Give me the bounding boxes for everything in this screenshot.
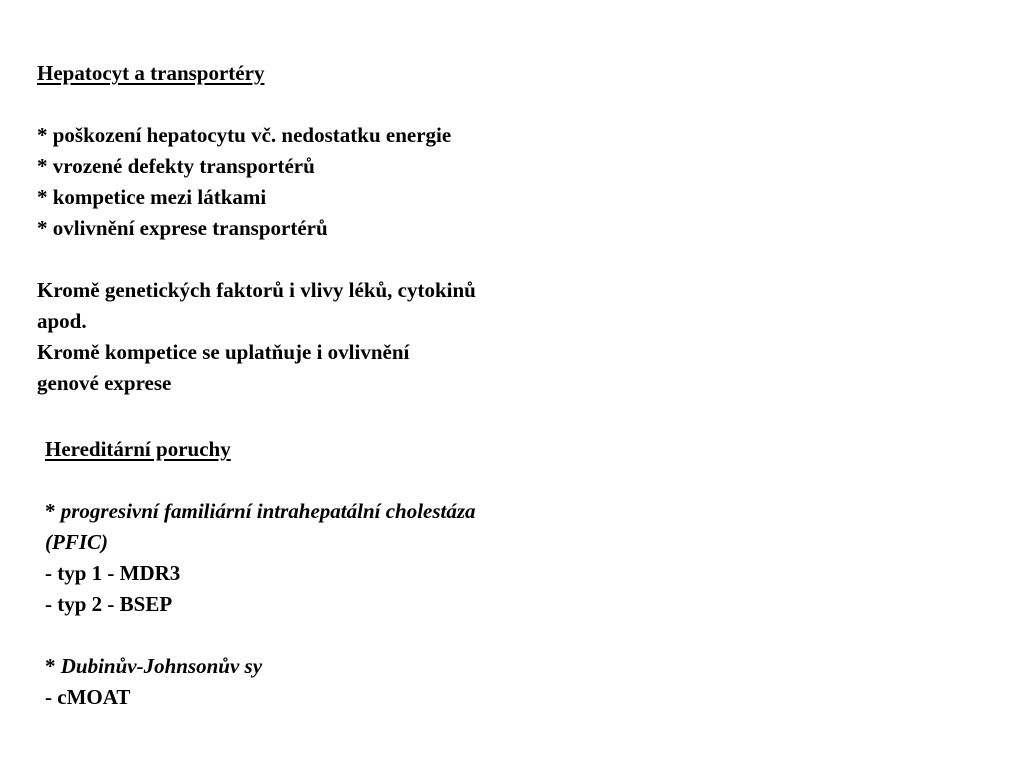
pfic-name: progresivní familiární intrahepatální cholestáza	[60, 499, 476, 523]
bullet-item: * vrozené defekty transportérů	[37, 154, 315, 178]
section-heading-hereditary: Hereditární poruchy	[45, 437, 231, 461]
pfic-title	[45, 496, 605, 527]
pfic-type: - typ 2 - BSEP	[45, 592, 173, 616]
bullet-marker: *	[45, 499, 61, 523]
paragraph-line: Kromě kompetice se uplatňuje i ovlivnění	[37, 340, 410, 364]
pfic-type: - typ 1 - MDR3	[45, 561, 181, 585]
bullet-marker: *	[45, 654, 61, 678]
section-heading-transporters: Hepatocyt a transportéry	[37, 61, 265, 85]
dubin-name: Dubinův-Johnsonův sy	[60, 654, 263, 678]
spacer	[37, 89, 597, 120]
spacer	[45, 620, 605, 651]
dubin-detail: - cMOAT	[45, 685, 131, 709]
paragraph-line: genové exprese	[37, 371, 172, 395]
spacer	[45, 465, 605, 496]
paragraph-line: Kromě genetických faktorů i vlivy léků, cytokinů	[37, 278, 476, 302]
section-hereditary	[45, 434, 605, 713]
spacer	[37, 244, 597, 275]
section-transporters	[37, 58, 597, 399]
paragraph-line: apod.	[37, 309, 87, 333]
bullet-item: * ovlivnění exprese transportérů	[37, 216, 328, 240]
dubin-title	[45, 651, 605, 682]
pfic-abbreviation: (PFIC)	[45, 530, 108, 554]
bullet-item: * poškození hepatocytu vč. nedostatku energie	[37, 123, 452, 147]
bullet-item: * kompetice mezi látkami	[37, 185, 267, 209]
